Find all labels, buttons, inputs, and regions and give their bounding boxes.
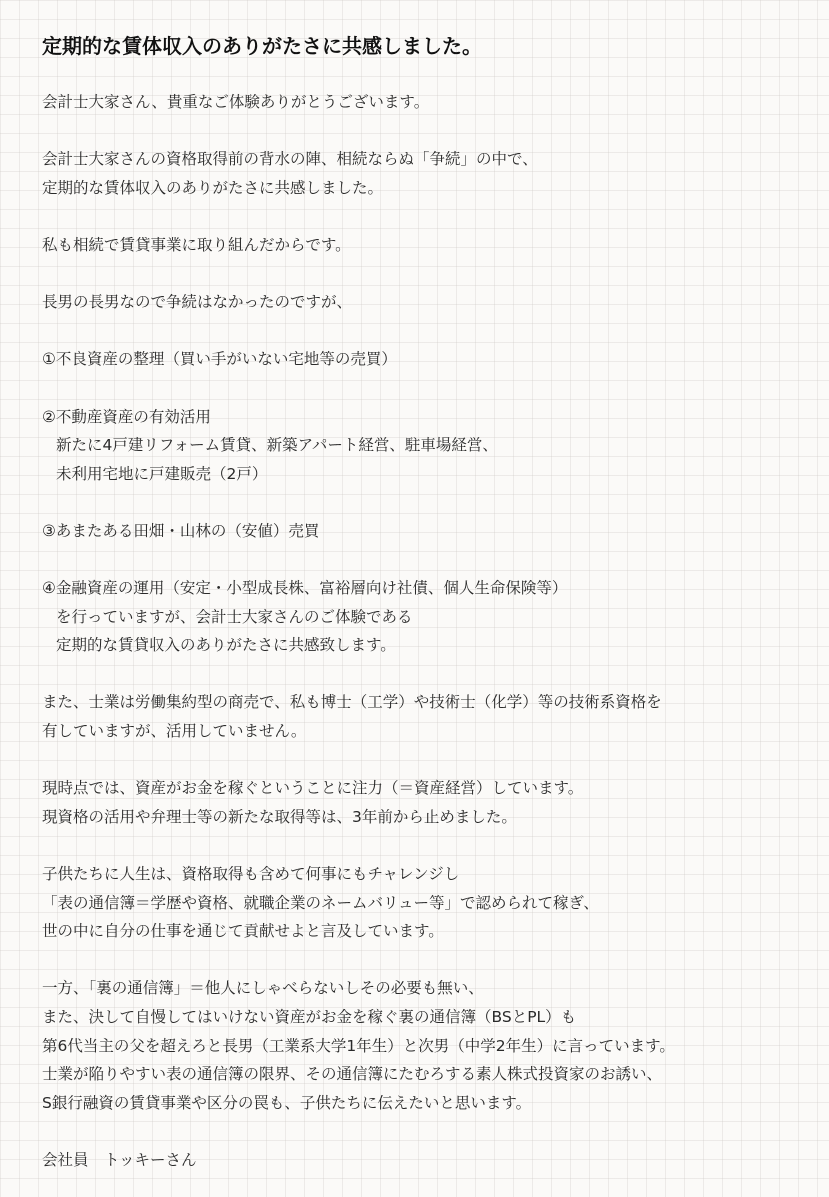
text-line: 有していますが、活用していません。 <box>42 722 307 741</box>
text-line: 会計士大家さん、貴重なご体験ありがとうございます。 <box>42 93 430 111</box>
text-line: 定期的な賃貸収入のありがたさに共感致します。 <box>56 636 396 655</box>
text-line: また、士業は労働集約型の商売で、私も博士（工学）や技術士（化学）等の技術系資格を <box>42 693 662 712</box>
text-line: 定期的な賃体収入のありがたさに共感しました。 <box>42 178 384 197</box>
text-line: ④金融資産の運用（安定・小型成長株、富裕層向け社債、個人生命保険等） <box>42 579 568 598</box>
text-line: 世の中に自分の仕事を通じて貢献せよと言及しています。 <box>42 922 444 941</box>
text-line: 「表の通信簿＝学歴や資格、就職企業のネームバリュー等」で認められて稼ぎ、 <box>42 893 599 912</box>
text-line: ②不動産資産の有効活用 <box>42 407 211 426</box>
paragraph-thanks <box>42 88 817 117</box>
list-item-2 <box>42 403 817 489</box>
paragraph-asset-management <box>42 774 817 831</box>
text-line: 現資格の活用や弁理士等の新たな取得等は、3年前から止めました。 <box>42 807 517 826</box>
text-line: 子供たちに人生は、資格取得も含めて何事にもチャレンジし <box>42 865 460 884</box>
text-line: ①不良資産の整理（買い手がいない宅地等の売買） <box>42 350 397 369</box>
text-line: 長男の長男なので争続はなかったのですが、 <box>42 293 353 312</box>
text-line: 現時点では、資産がお金を稼ぐということに注力（＝資産経営）しています。 <box>42 779 584 798</box>
paragraph-eldest-son <box>42 288 817 317</box>
paragraph-hidden-report <box>42 974 817 1117</box>
text-line: 士業が陥りやすい表の通信簿の限界、その通信簿にたむろする素人株式投資家のお誘い、 <box>42 1065 663 1084</box>
text-line: 私も相続で賃貸事業に取り組んだからです。 <box>42 235 351 254</box>
text-line: また、決して自慢してはいけない資産がお金を稼ぐ裏の通信簿（BSとPL）も <box>42 1008 577 1026</box>
author-signature <box>42 1146 817 1175</box>
text-line: 会計士大家さんの資格取得前の背水の陣、相続ならぬ「争続」の中で、 <box>42 150 538 169</box>
list-item-1 <box>42 345 817 374</box>
paragraph-empathy <box>42 145 817 202</box>
article-title: 定期的な賃体収入のありがたさに共感しました。 <box>42 34 482 58</box>
text-line: 会社員 トッキーさん <box>42 1150 197 1169</box>
list-item-4 <box>42 574 817 660</box>
paragraph-children <box>42 860 817 946</box>
text-line: 新たに4戸建リフォーム賃貸、新築アパート経営、駐車場経営、 <box>56 436 498 455</box>
list-item-3 <box>42 517 817 546</box>
paragraph-licenses <box>42 688 817 745</box>
text-line: を行っていますが、会計士大家さんのご体験である <box>56 607 413 626</box>
text-line: S銀行融資の賃貸事業や区分の罠も、子供たちに伝えたいと思います。 <box>42 1093 532 1112</box>
article <box>42 30 817 1175</box>
paragraph-reason <box>42 231 817 260</box>
text-line: 未利用宅地に戸建販売（2戸） <box>56 464 268 483</box>
text-line: 一方、「裏の通信簿」＝他人にしゃべらないしその必要も無い、 <box>42 979 484 998</box>
text-line: ③あまたある田畑・山林の（安値）売買 <box>42 521 320 540</box>
text-line: 第6代当主の父を超えろと長男（工業系大学1年生）と次男（中学2年生）に言っています。 <box>42 1036 675 1055</box>
